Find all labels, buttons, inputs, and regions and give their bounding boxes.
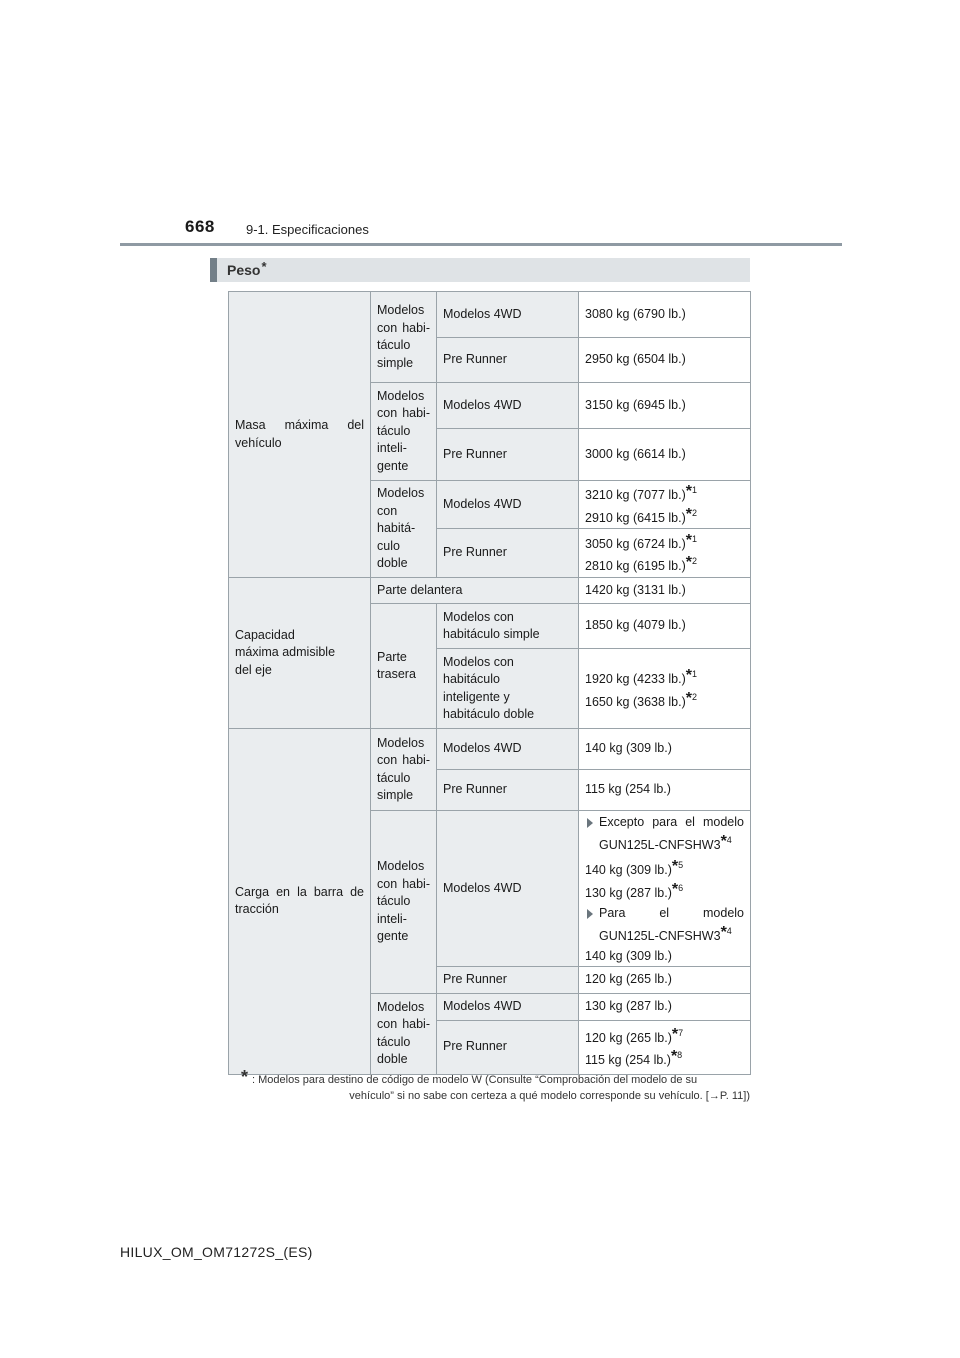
asterisk-icon: *: [671, 880, 679, 898]
table-row: [229, 578, 751, 604]
value-cell: 120 kg (265 lb.)*$^7$ 115 kg (254 lb.)*$^8$: [579, 1020, 751, 1074]
tow-label: Carga en la barra de tracción: [235, 884, 364, 917]
asterisk-icon: *: [685, 483, 692, 500]
asterisk-icon: *: [671, 1025, 679, 1043]
model-cell: Pre Runner: [437, 1020, 579, 1074]
value-cell: Excepto para el modelo GUN125L-CNFSHW3*$^4$ 140 kg (309 lb.)*$^5$ 130 kg (287 lb.)*$^6$ Para el modelo GUN125L-CNFSHW3*$^4$ 140 kg (309 lb.): [579, 811, 751, 967]
asterisk-icon: *: [261, 258, 267, 274]
value-cell: 3080 kg (6790 lb.): [579, 292, 751, 338]
asterisk-icon: *: [241, 1067, 249, 1087]
section-heading-peso: [210, 258, 750, 282]
model-cell: Modelos 4WD: [437, 729, 579, 770]
mass-double-label: Modelos con habitá- culo doble: [371, 481, 437, 578]
mass-label: Masa máxima del vehículo: [235, 418, 364, 450]
asterisk-icon: *: [685, 554, 692, 571]
model-cell: Modelos 4WD: [437, 481, 579, 529]
footnote: [241, 1067, 750, 1104]
mass-smart-label: Modelos con habi- táculo inteli- gente: [371, 383, 437, 481]
mass-label-cell: [229, 292, 371, 578]
footnote-line-1: : Modelos para destino de código de modelo W (Consulte “Comprobación del modelo de su: [252, 1074, 698, 1086]
model-cell: Pre Runner: [437, 770, 579, 811]
axle-label-cell: Capacidad máxima admisible del eje: [229, 578, 371, 729]
tow-single-label: Modelos con habi- táculo simple: [371, 729, 437, 811]
model-cell: Modelos 4WD: [437, 993, 579, 1020]
value-cell: 3000 kg (6614 lb.): [579, 429, 751, 481]
value-cell: 3150 kg (6945 lb.): [579, 383, 751, 429]
tow-double-label: Modelos con habi- táculo doble: [371, 993, 437, 1074]
model-cell: Modelos 4WD: [437, 811, 579, 967]
model-cell: Pre Runner: [437, 338, 579, 383]
value-cell: 3210 kg (7077 lb.)*$^1$ 2910 kg (6415 lb.)*$^2$: [579, 481, 751, 529]
model-cell: Pre Runner: [437, 429, 579, 481]
section-heading-text: Peso: [227, 262, 261, 278]
value-cell: 2950 kg (6504 lb.): [579, 338, 751, 383]
tow-smart-label: Modelos con habi- táculo inteli- gente: [371, 811, 437, 994]
triangle-bullet-icon: [587, 818, 593, 828]
value-cell: 120 kg (265 lb.): [579, 966, 751, 993]
model-cell: Modelos 4WD: [437, 383, 579, 429]
value-cell: 3050 kg (6724 lb.)*$^1$ 2810 kg (6195 lb.)*$^2$: [579, 529, 751, 578]
model-cell: Modelos con habitáculo simple: [437, 604, 579, 649]
axle-front-label: Parte delantera: [371, 578, 579, 604]
model-cell: Pre Runner: [437, 529, 579, 578]
value-cell: 1920 kg (4233 lb.)*$^1$ 1650 kg (3638 lb.)*$^2$: [579, 649, 751, 729]
asterisk-icon: *: [685, 531, 692, 549]
mass-single-label: Modelos con habi- táculo simple: [371, 292, 437, 383]
asterisk-icon: *: [685, 505, 692, 523]
asterisk-icon: *: [685, 689, 692, 707]
page-number: 668: [185, 217, 215, 236]
value-cell: 1850 kg (4079 lb.): [579, 604, 751, 649]
asterisk-icon: *: [720, 923, 727, 941]
bullet-item: Para el modelo GUN125L-CNFSHW3*$^4$: [585, 905, 744, 945]
axle-rear-label: Parte trasera: [371, 604, 437, 729]
section-title: 9-1. Especificaciones: [246, 222, 369, 237]
model-cell: Modelos con habitáculo inteligente y habitáculo doble: [437, 649, 579, 729]
footnote-line-2: vehículo” si no sabe con certeza a qué modelo corresponde su vehículo. [→P. 11]): [349, 1090, 750, 1102]
header-rule: [120, 243, 842, 246]
table-row: [229, 292, 751, 338]
asterisk-icon: *: [670, 1048, 678, 1065]
value-cell: 115 kg (254 lb.): [579, 770, 751, 811]
document-code: HILUX_OM_OM71272S_(ES): [120, 1244, 313, 1260]
table-row: [229, 729, 751, 770]
weight-spec-table: [228, 291, 751, 1075]
model-cell: Pre Runner: [437, 966, 579, 993]
triangle-bullet-icon: [587, 909, 593, 919]
bullet-item: Excepto para el modelo GUN125L-CNFSHW3*$^4$: [585, 814, 744, 854]
value-cell: 130 kg (287 lb.): [579, 993, 751, 1020]
value-cell: 140 kg (309 lb.): [579, 729, 751, 770]
model-cell: Modelos 4WD: [437, 292, 579, 338]
asterisk-icon: *: [685, 667, 692, 684]
asterisk-icon: *: [671, 858, 679, 875]
tow-label-cell: [229, 729, 371, 1075]
asterisk-icon: *: [720, 832, 727, 850]
value-cell: 1420 kg (3131 lb.): [579, 578, 751, 604]
